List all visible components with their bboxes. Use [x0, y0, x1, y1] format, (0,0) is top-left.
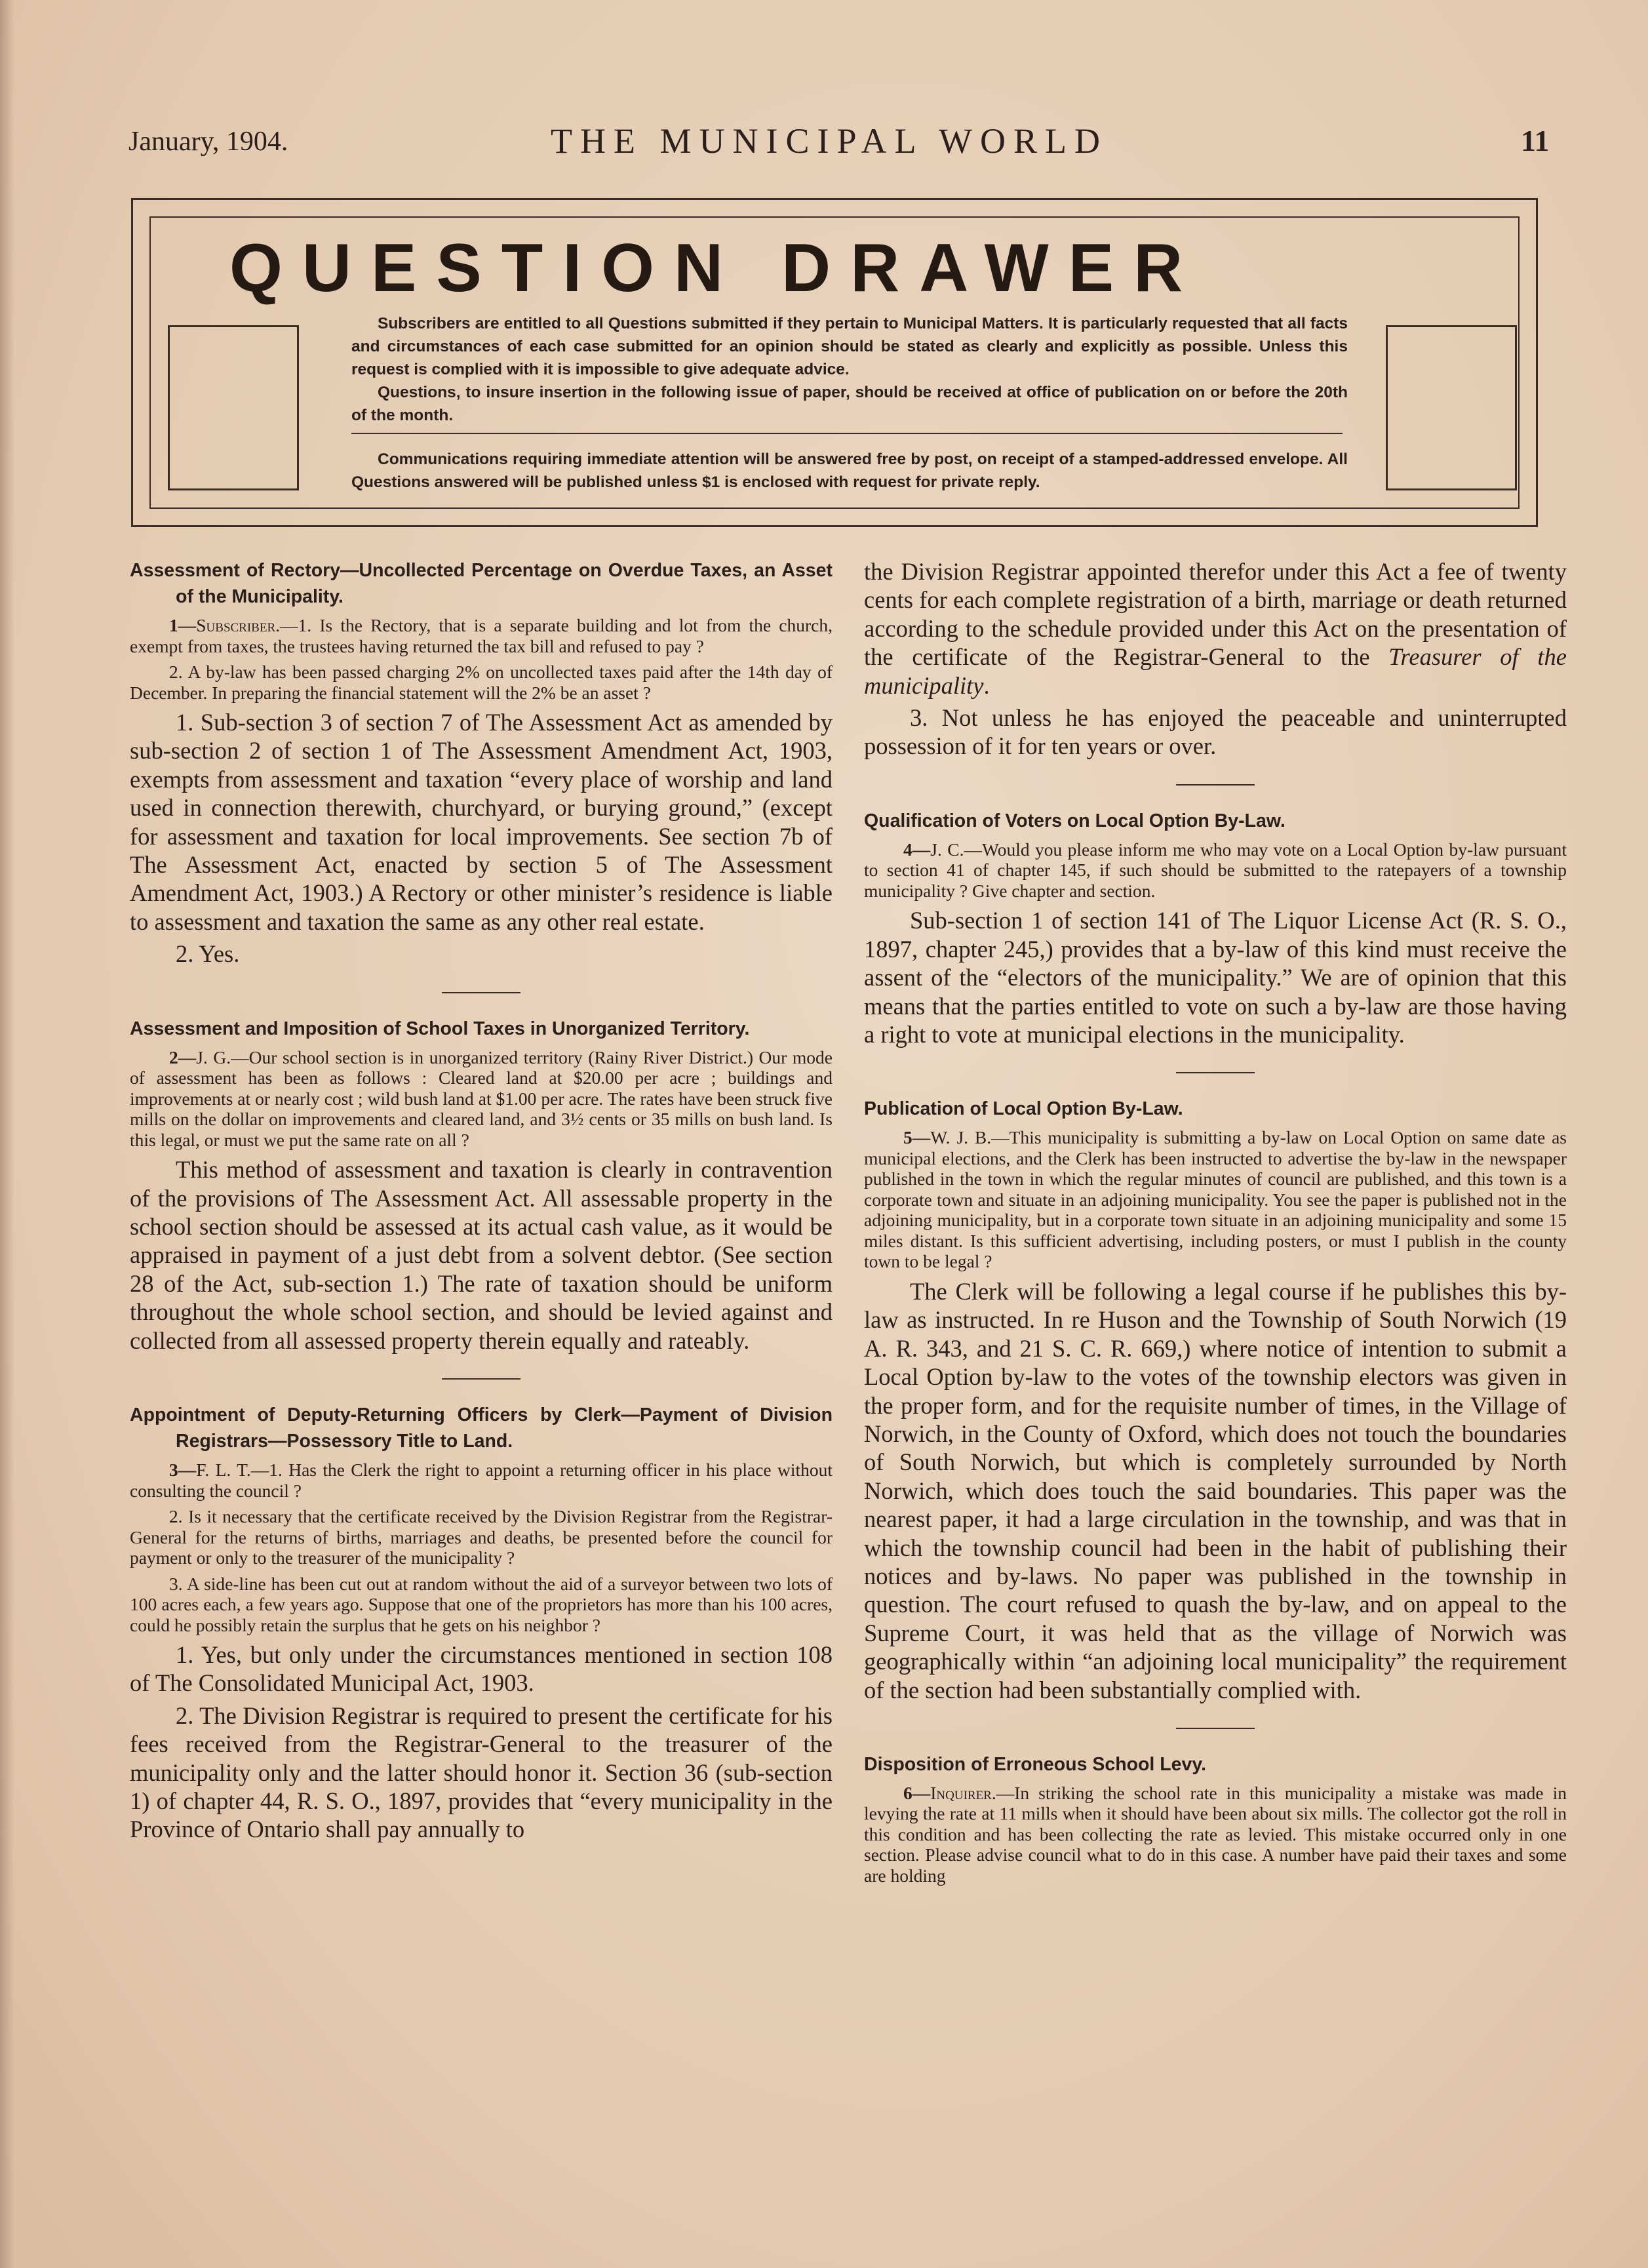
- question-drawer-rule: [351, 433, 1343, 434]
- question-drawer-heading: QUESTION DRAWER: [229, 230, 1203, 306]
- article-6-number: 6—: [903, 1782, 931, 1803]
- question-drawer-notice-3: Communications requiring immediate attention will be answered free by post, on receipt of a stamped-addressed envelope. All Questions answered will be published unless $1 is enclosed with request for private reply.: [351, 450, 1348, 491]
- question-drawer-right-ornament: [1386, 325, 1517, 490]
- section-divider: [1176, 784, 1255, 786]
- article-3-question-3: 3. A side-line has been cut out at random without the aid of a surveyor between two lots of 100 acres each, a few years ago. Suppose that one of the proprietors has more than his 100 acres, could he possibly retain the surplus that he gets on his neighbor ?: [130, 1573, 833, 1635]
- article-1-question-1-text: —1. Is the Rectory, that is a separate building and lot from the church, exempt from taxes, the trustees having returned the tax bill and refused to pay ?: [130, 615, 833, 656]
- article-3-question-1-text: F. L. T.—1. Has the Clerk the right to appoint a returning officer in his place without consulting the council ?: [130, 1460, 833, 1501]
- page-number: 11: [1521, 124, 1550, 157]
- article-5-number: 5—: [903, 1127, 931, 1148]
- article-6-question: [864, 1783, 1567, 1886]
- left-column: [130, 557, 833, 2262]
- article-1-querent: Subscriber.: [196, 615, 281, 635]
- article-2-title: Assessment and Imposition of School Taxes in Unorganized Territory.: [130, 1018, 750, 1039]
- article-6-querent: Inquirer.: [930, 1782, 996, 1803]
- article-3-answer-2-cont-text: the Division Registrar appointed therefor under this Act a fee of twenty cents for each complete registration of a birth, marriage or death returned according to the schedule provided under this Act on the presentation of the certificate of the Registrar-General to the: [864, 558, 1567, 671]
- article-2-answer: This method of assessment and taxation is clearly in contravention of the provisions of The Assessment Act. All assessable property in the school section should be assessed at its actual cash value, as it would be appraised in payment of a just debt from a solvent debtor. (See section 28 of the Act, sub-section 1.) The rate of taxation should be uniform throughout the whole school section, and should be levied against and collected from all assessed property therein equally and rateably.: [130, 1156, 833, 1354]
- article-4-question: [864, 839, 1567, 902]
- section-divider: [442, 992, 520, 993]
- article-3-question-2: 2. Is it necessary that the certificate received by the Division Registrar from the Registrar-General for the returns of births, marriages and deaths, be presented before the council for payment or only to the treasurer of the municipality ?: [130, 1506, 833, 1568]
- article-1-number: 1—: [169, 615, 197, 635]
- article-1-question-2: 2. A by-law has been passed charging 2% on uncollected taxes paid after the 14th day of December. In preparing the financial statement will the 2% be an asset ?: [130, 662, 833, 703]
- article-1-answer-2: 2. Yes.: [176, 940, 240, 968]
- article-2-question: [130, 1047, 833, 1151]
- article-4-number: 4—: [903, 839, 931, 860]
- article-4-title: Qualification of Voters on Local Option By-Law.: [864, 810, 1285, 831]
- section-divider: [1176, 1728, 1255, 1729]
- article-1-title: Assessment of Rectory—Uncollected Percentage on Overdue Taxes, an Asset of the Municipality.: [130, 560, 833, 607]
- article-3-answer-2-italic: Treasurer of the municipality: [864, 643, 1567, 699]
- article-2-question-text: J. G.—Our school section is in unorganized territory (Rainy River District.) Our mode of assessment has been as follows : Cleared land at $20.00 per acre ; buildings and improvements at or nearly cost ; wild bush land at $1.00 per acre. The rates have been struck five mills on the dollar on improvements and cleared land, and 3½ cents or 35 mills on bush land. Is this legal, or must we put the same rate on all ?: [130, 1046, 833, 1150]
- article-1-question-1: [130, 615, 833, 656]
- article-4-question-text: J. C.—Would you please inform me who may vote on a Local Option by-law pursuant to section 41 of chapter 145, if such should be submitted to the ratepayers of a township municipality ? Give chapter and section.: [864, 839, 1567, 901]
- page-edge-shadow: [0, 0, 14, 2268]
- article-6-question-text: —In striking the school rate in this municipality a mistake was made in levying the rate at 11 mills when it should have been about six mills. The collector got the roll in this condition and has been collecting the rate as levied. This mistake occurred only in one section. Please advise council what to do in this case. A number have paid their taxes and some are holding: [864, 1782, 1567, 1886]
- article-5-answer: The Clerk will be following a legal course if he publishes this by-law as instructed. In re Huson and the Township of South Norwich (19 A. R. 343, and 21 S. C. R. 669,) where notice of intention to submit a Local Option by-law to the votes of the township electors was given in the proper form, and for the requisite number of times, in the Village of Norwich, in the County of Oxford, which does not touch the boundaries of South Norwich, but which is completely surrounded by North Norwich, which does touch the said boundaries. This paper was the nearest paper, it had a large circulation in the township, and was that in which the township council had been in the habit of publishing their notices and by-laws. No paper was published in the township in question. The court refused to quash the by-law, and on appeal to the Supreme Court, it was held that as the village of Norwich was geographically within “an adjoining local municipality” the requirement of the section had been substantially complied with.: [864, 1277, 1567, 1703]
- article-6-title: Disposition of Erroneous School Levy.: [864, 1753, 1207, 1775]
- article-1-answer-1: 1. Sub-section 3 of section 7 of The Assessment Act as amended by sub-section 2 of section 1 of The Assessment Amendment Act, 1903, exempts from assessment and taxation “every place of worship and land used in connection therewith, churchyard, or burying ground,” (except for assessment and taxation for local improvements. See section 7b of The Assessment Act, enacted by section 5 of The Assessment Amendment Act, 1903.) A Rectory or other minister’s residence is liable to assessment and taxation the same as any other real estate.: [130, 709, 833, 935]
- article-3-answer-3: 3. Not unless he has enjoyed the peaceable and uninterrupted possession of it for ten years or over.: [864, 704, 1567, 760]
- article-4-answer: Sub-section 1 of section 141 of The Liquor License Act (R. S. O., 1897, chapter 245,) provides that a by-law of this kind must receive the assent of the “electors of the municipality.” We are of opinion that this means that the parties entitled to vote on such a by-law are those having a right to vote at municipal elections in the municipality.: [864, 907, 1567, 1048]
- article-5-title: Publication of Local Option By-Law.: [864, 1098, 1183, 1120]
- issue-date: January, 1904.: [128, 127, 288, 157]
- article-3-number: 3—: [169, 1460, 197, 1480]
- question-drawer-left-ornament: [168, 325, 299, 490]
- right-column: [864, 557, 1567, 2262]
- article-3-title: Appointment of Deputy-Returning Officers by Clerk—Payment of Division Registrars—Possessory Title to Land.: [130, 1404, 833, 1452]
- article-2-number: 2—: [169, 1046, 197, 1067]
- article-3-answer-2-continued: [864, 557, 1567, 700]
- article-5-question-text: W. J. B.—This municipality is submitting a by-law on Local Option on same date as municipal elections, and the Clerk has been instructed to advertise the by-law in the newspaper published in the town in which the regular minutes of council are published, and this town is a corporate town and situate in an adjoining municipality. You see the paper is published not in the adjoining municipality, but in a corporate town situate in an adjoining municipality and some 15 miles distant. Is this sufficient advertising, including posters, or must I publish in the county town to be legal ?: [864, 1127, 1567, 1272]
- publication-title: THE MUNICIPAL WORLD: [551, 121, 1108, 161]
- question-drawer-notice-2: Questions, to insure insertion in the following issue of paper, should be received at office of publication on or before the 20th of the month.: [351, 384, 1348, 424]
- article-3-answer-1: 1. Yes, but only under the circumstances mentioned in section 108 of The Consolidated Municipal Act, 1903.: [130, 1641, 833, 1697]
- article-5-question: [864, 1127, 1567, 1272]
- section-divider: [442, 1378, 520, 1380]
- question-drawer-notice-1: Subscribers are entitled to all Questions submitted if they pertain to Municipal Matters. It is particularly requested that all facts and circumstances of each case submitted for an opinion should be stated as clearly and explicitly as possible. Unless this request is complied with it is impossible to give adequate advice.: [351, 315, 1348, 378]
- section-divider: [1176, 1072, 1255, 1073]
- article-3-answer-2: 2. The Division Registrar is required to present the certificate for his fees received from the Registrar-General to the treasurer of the municipality only and the latter should honor it. Section 36 (sub-section 1) of chapter 44, R. S. O., 1897, provides that “every municipality in the Province of Ontario shall pay annually to: [130, 1701, 833, 1843]
- article-3-question-1: [130, 1460, 833, 1501]
- article-3-answer-2-end: .: [983, 671, 990, 699]
